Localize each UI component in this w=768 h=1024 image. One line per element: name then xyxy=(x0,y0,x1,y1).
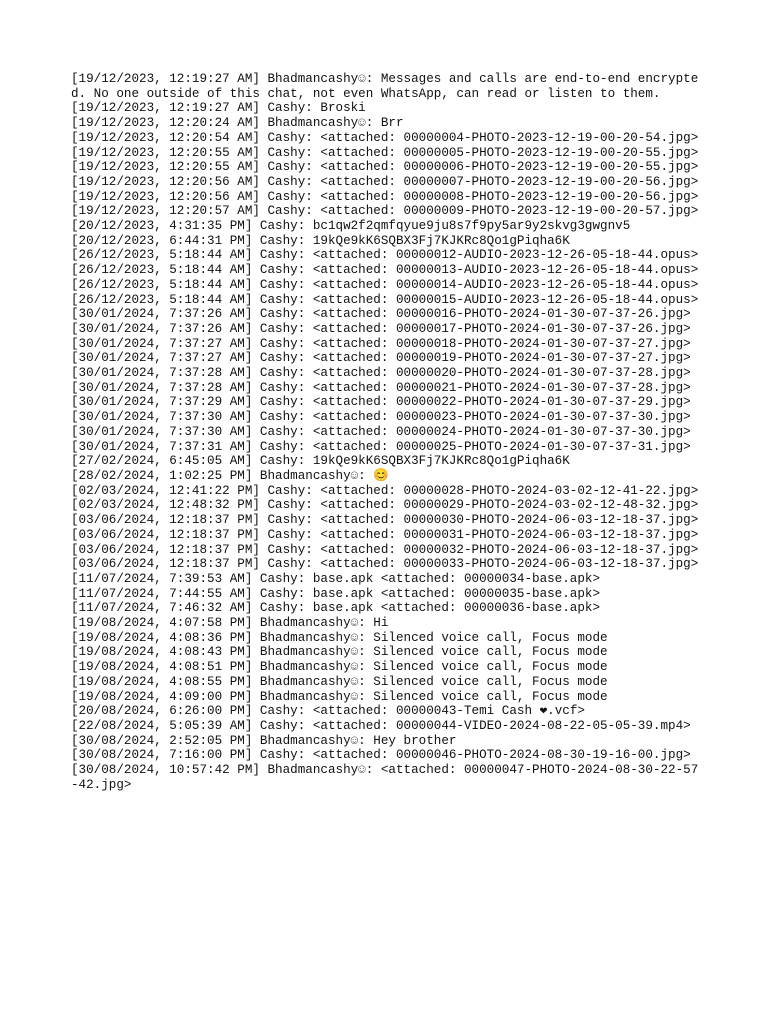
chat-log-line: [20/12/2023, 6:44:31 PM] Cashy: 19kQe9kK6SQBX3Fj7KJKRc8Qo1gPiqha6K xyxy=(71,233,570,248)
chat-log-line: [03/06/2024, 12:18:37 PM] Cashy: <attached: 00000030-PHOTO-2024-06-03-12-18-37.jpg> xyxy=(71,513,699,528)
chat-log-line: [26/12/2023, 5:18:44 AM] Cashy: <attached: 00000012-AUDIO-2023-12-26-05-18-44.opus> xyxy=(71,248,699,263)
chat-log-line: [03/06/2024, 12:18:37 PM] Cashy: <attached: 00000033-PHOTO-2024-06-03-12-18-37.jpg> xyxy=(71,557,699,572)
chat-log-line: [19/12/2023, 12:19:27 AM] Cashy: Broski xyxy=(71,101,366,116)
chat-log-line: [27/02/2024, 6:45:05 AM] Cashy: 19kQe9kK6SQBX3Fj7KJKRc8Qo1gPiqha6K xyxy=(71,454,570,469)
chat-log-line: [30/01/2024, 7:37:27 AM] Cashy: <attached: 00000018-PHOTO-2024-01-30-07-37-27.jpg> xyxy=(71,336,691,351)
chat-log-line: [19/12/2023, 12:19:27 AM] Bhadmancashy☺: Messages and calls are end-to-end encrypted. No one outside of this chat, not even WhatsApp, can read or listen to them. xyxy=(71,72,699,101)
chat-log-line: [30/01/2024, 7:37:31 AM] Cashy: <attached: 00000025-PHOTO-2024-01-30-07-37-31.jpg> xyxy=(71,439,691,454)
chat-log-line: [30/01/2024, 7:37:27 AM] Cashy: <attached: 00000019-PHOTO-2024-01-30-07-37-27.jpg> xyxy=(71,351,691,366)
chat-log xyxy=(71,72,701,792)
chat-log-line: [02/03/2024, 12:41:22 PM] Cashy: <attached: 00000028-PHOTO-2024-03-02-12-41-22.jpg> xyxy=(71,483,699,498)
chat-log-line: [11/07/2024, 7:44:55 AM] Cashy: base.apk <attached: 00000035-base.apk> xyxy=(71,586,601,601)
chat-log-line: [19/08/2024, 4:08:43 PM] Bhadmancashy☺: Silenced voice call, Focus mode xyxy=(71,645,608,660)
chat-log-line: [03/06/2024, 12:18:37 PM] Cashy: <attached: 00000032-PHOTO-2024-06-03-12-18-37.jpg> xyxy=(71,542,699,557)
chat-log-line: [22/08/2024, 5:05:39 AM] Cashy: <attached: 00000044-VIDEO-2024-08-22-05-05-39.mp4> xyxy=(71,718,691,733)
chat-log-line: [19/12/2023, 12:20:55 AM] Cashy: <attached: 00000006-PHOTO-2023-12-19-00-20-55.jpg> xyxy=(71,160,699,175)
chat-log-line: [30/01/2024, 7:37:29 AM] Cashy: <attached: 00000022-PHOTO-2024-01-30-07-37-29.jpg> xyxy=(71,395,691,410)
chat-log-line: [11/07/2024, 7:46:32 AM] Cashy: base.apk <attached: 00000036-base.apk> xyxy=(71,601,601,616)
chat-log-line: [19/08/2024, 4:09:00 PM] Bhadmancashy☺: Silenced voice call, Focus mode xyxy=(71,689,608,704)
chat-log-line: [19/08/2024, 4:08:51 PM] Bhadmancashy☺: Silenced voice call, Focus mode xyxy=(71,660,608,675)
chat-log-line: [30/01/2024, 7:37:26 AM] Cashy: <attached: 00000017-PHOTO-2024-01-30-07-37-26.jpg> xyxy=(71,321,691,336)
chat-log-line: [19/12/2023, 12:20:56 AM] Cashy: <attached: 00000007-PHOTO-2023-12-19-00-20-56.jpg> xyxy=(71,174,699,189)
chat-log-line: [19/12/2023, 12:20:24 AM] Bhadmancashy☺: Brr xyxy=(71,116,404,131)
chat-log-line: [02/03/2024, 12:48:32 PM] Cashy: <attached: 00000029-PHOTO-2024-03-02-12-48-32.jpg> xyxy=(71,498,699,513)
chat-log-line: [19/12/2023, 12:20:54 AM] Cashy: <attached: 00000004-PHOTO-2023-12-19-00-20-54.jpg> xyxy=(71,130,699,145)
chat-log-line: [30/01/2024, 7:37:30 AM] Cashy: <attached: 00000023-PHOTO-2024-01-30-07-37-30.jpg> xyxy=(71,410,691,425)
chat-log-line: [19/08/2024, 4:08:36 PM] Bhadmancashy☺: Silenced voice call, Focus mode xyxy=(71,630,608,645)
chat-log-line: [26/12/2023, 5:18:44 AM] Cashy: <attached: 00000015-AUDIO-2023-12-26-05-18-44.opus> xyxy=(71,292,699,307)
chat-log-line: [30/01/2024, 7:37:28 AM] Cashy: <attached: 00000021-PHOTO-2024-01-30-07-37-28.jpg> xyxy=(71,380,691,395)
chat-log-line: [19/12/2023, 12:20:55 AM] Cashy: <attached: 00000005-PHOTO-2023-12-19-00-20-55.jpg> xyxy=(71,145,699,160)
chat-log-line: [19/08/2024, 4:08:55 PM] Bhadmancashy☺: Silenced voice call, Focus mode xyxy=(71,674,608,689)
chat-log-line: [30/08/2024, 2:52:05 PM] Bhadmancashy☺: Hey brother xyxy=(71,733,457,748)
chat-log-line: [19/12/2023, 12:20:57 AM] Cashy: <attached: 00000009-PHOTO-2023-12-19-00-20-57.jpg> xyxy=(71,204,699,219)
chat-log-line: [26/12/2023, 5:18:44 AM] Cashy: <attached: 00000014-AUDIO-2023-12-26-05-18-44.opus> xyxy=(71,277,699,292)
chat-log-line: [30/01/2024, 7:37:26 AM] Cashy: <attached: 00000016-PHOTO-2024-01-30-07-37-26.jpg> xyxy=(71,307,691,322)
chat-log-line: [19/12/2023, 12:20:56 AM] Cashy: <attached: 00000008-PHOTO-2023-12-19-00-20-56.jpg> xyxy=(71,189,699,204)
chat-log-line: [26/12/2023, 5:18:44 AM] Cashy: <attached: 00000013-AUDIO-2023-12-26-05-18-44.opus> xyxy=(71,263,699,278)
chat-log-line: [30/08/2024, 10:57:42 PM] Bhadmancashy☺: <attached: 00000047-PHOTO-2024-08-30-22-57-42.jpg> xyxy=(71,763,699,792)
chat-log-line: [30/01/2024, 7:37:30 AM] Cashy: <attached: 00000024-PHOTO-2024-01-30-07-37-30.jpg> xyxy=(71,424,691,439)
chat-log-line: [19/08/2024, 4:07:58 PM] Bhadmancashy☺: Hi xyxy=(71,616,389,631)
chat-log-line: [20/12/2023, 4:31:35 PM] Cashy: bc1qw2f2qmfqyue9ju8s7f9py5ar9y2skvg3gwgnv5 xyxy=(71,219,631,234)
chat-log-line: [28/02/2024, 1:02:25 PM] Bhadmancashy☺: 😊 xyxy=(71,468,389,483)
chat-log-line: [30/08/2024, 7:16:00 PM] Cashy: <attached: 00000046-PHOTO-2024-08-30-19-16-00.jpg> xyxy=(71,748,691,763)
chat-log-line: [20/08/2024, 6:26:00 PM] Cashy: <attached: 00000043-Temi Cash ❤.vcf> xyxy=(71,704,585,719)
chat-log-line: [03/06/2024, 12:18:37 PM] Cashy: <attached: 00000031-PHOTO-2024-06-03-12-18-37.jpg> xyxy=(71,527,699,542)
chat-log-line: [11/07/2024, 7:39:53 AM] Cashy: base.apk <attached: 00000034-base.apk> xyxy=(71,571,601,586)
chat-log-line: [30/01/2024, 7:37:28 AM] Cashy: <attached: 00000020-PHOTO-2024-01-30-07-37-28.jpg> xyxy=(71,366,691,381)
